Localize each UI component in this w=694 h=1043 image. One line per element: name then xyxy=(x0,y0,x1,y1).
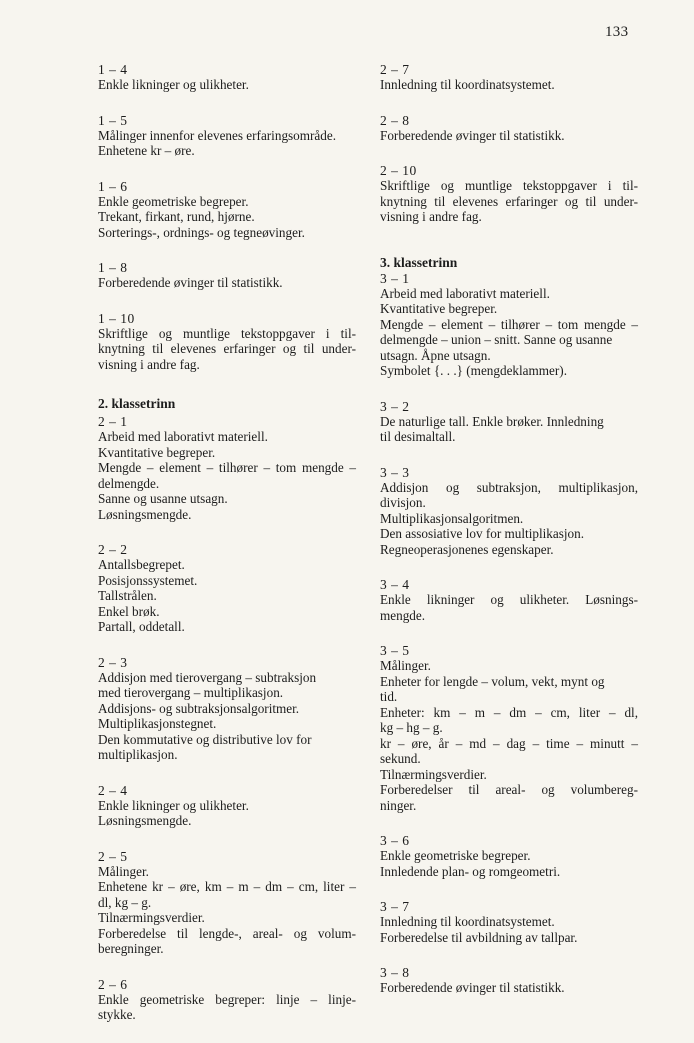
section-line: Skriftlige og muntlige tekstoppgaver i til- xyxy=(380,178,638,193)
section-line: sekund. xyxy=(380,751,421,766)
section-line: divisjon. xyxy=(380,495,426,510)
section-code: 3 – 2 xyxy=(380,398,410,414)
curriculum-section xyxy=(98,62,356,93)
section-code: 2 – 6 xyxy=(98,976,128,992)
curriculum-section xyxy=(98,113,356,159)
section-line: Enhetene kr – øre, km – m – dm – cm, liter – xyxy=(98,879,356,894)
section-line: Enkle geometriske begreper. xyxy=(380,848,531,863)
section-line: Forberedelser til areal- og volumbereg- xyxy=(380,782,638,797)
curriculum-section xyxy=(98,977,356,1023)
section-code: 1 – 4 xyxy=(98,62,128,77)
section-line: Forberedende øvinger til statistikk. xyxy=(380,980,565,995)
curriculum-section xyxy=(380,643,638,813)
section-heading-grade-3: 3. klassetrinn xyxy=(380,254,458,270)
curriculum-section xyxy=(98,542,356,635)
section-code: 2 – 5 xyxy=(98,848,128,864)
curriculum-section xyxy=(380,62,638,93)
section-line: beregninger. xyxy=(98,941,164,956)
section-line: Partall, oddetall. xyxy=(98,619,185,634)
section-line: Innledning til koordinatsystemet. xyxy=(380,77,555,92)
section-line: Forberedende øvinger til statistikk. xyxy=(380,127,565,143)
section-line: med tierovergang – multiplikasjon. xyxy=(98,685,284,700)
page-number: 133 xyxy=(605,24,629,40)
section-line: Målinger. xyxy=(380,658,431,673)
section-line: Tallstrålen. xyxy=(98,588,157,603)
section-line: multiplikasjon. xyxy=(98,747,178,762)
curriculum-section xyxy=(380,113,638,144)
section-code: 2 – 8 xyxy=(380,112,410,128)
section-line: stykke. xyxy=(98,1007,136,1022)
curriculum-section xyxy=(98,783,356,829)
section-line: mengde. xyxy=(380,607,426,623)
section-line: delmengde. xyxy=(98,475,160,491)
section-line: Enkel brøk. xyxy=(98,603,160,619)
curriculum-section xyxy=(380,577,638,623)
section-line: Sanne og usanne utsagn. xyxy=(98,491,228,506)
section-line: Sorterings-, ordnings- og tegneøvinger. xyxy=(98,224,305,240)
section-code: 2 – 7 xyxy=(380,62,410,77)
section-line: Løsningsmengde. xyxy=(98,813,192,828)
section-line: knytning til elevenes erfaringer og til under- xyxy=(98,341,356,356)
curriculum-section xyxy=(98,311,356,373)
section-line: Forberedelse til avbildning av tallpar. xyxy=(380,929,578,945)
section-line: Enheter for lengde – volum, vekt, mynt og xyxy=(380,673,605,689)
section-line: Posisjonssystemet. xyxy=(98,572,198,588)
section-line: Arbeid med laborativt materiell. xyxy=(380,285,550,301)
section-code: 3 – 8 xyxy=(380,965,410,980)
section-line: ninger. xyxy=(380,797,417,813)
section-line: Enhetene kr – øre. xyxy=(98,143,195,158)
section-line: Tilnærmingsverdier. xyxy=(98,910,205,925)
left-sections-bottom xyxy=(98,414,356,1023)
section-line: Arbeid med laborativt materiell. xyxy=(98,429,268,444)
section-line: Antallsbegrepet. xyxy=(98,557,185,572)
section-line: Tilnærmingsverdier. xyxy=(380,766,487,782)
section-line: Mengde – element – tilhører – tom mengde – xyxy=(380,316,638,332)
section-line: Målinger. xyxy=(98,863,149,879)
curriculum-section xyxy=(380,833,638,879)
section-line: utsagn. Åpne utsagn. xyxy=(380,347,491,363)
section-line: Den kommutative og distributive lov for xyxy=(98,731,312,747)
section-code: 3 – 1 xyxy=(380,270,410,286)
section-line: Den assosiative lov for multiplikasjon. xyxy=(380,526,585,541)
section-line: Forberedende øvinger til statistikk. xyxy=(98,275,283,290)
section-line: tid. xyxy=(380,689,398,704)
section-code: 1 – 6 xyxy=(98,178,128,194)
section-code: 3 – 5 xyxy=(380,643,410,658)
section-line: Enheter: km – m – dm – cm, liter – dl, xyxy=(380,704,638,720)
curriculum-section xyxy=(98,179,356,241)
section-code: 2 – 10 xyxy=(380,163,417,178)
section-line: Enkle geometriske begreper. xyxy=(98,193,249,209)
section-line: kr – øre, år – md – dag – time – minutt – xyxy=(380,735,638,751)
section-line: Mengde – element – tilhører – tom mengde – xyxy=(98,460,356,475)
curriculum-section xyxy=(98,414,356,522)
section-line: Multiplikasjonsalgoritmen. xyxy=(380,510,524,526)
section-line: delmengde – union – snitt. Sanne og usanne xyxy=(380,332,613,347)
right-sections-bottom xyxy=(380,271,638,996)
section-line: Regneoperasjonenes egenskaper. xyxy=(380,541,554,557)
section-line: Symbolet {. . .} (mengdeklammer). xyxy=(380,363,567,378)
section-heading-grade-2: 2. klassetrinn xyxy=(98,396,176,411)
section-code: 3 – 7 xyxy=(380,899,410,914)
curriculum-section xyxy=(98,655,356,763)
section-line: knytning til elevenes erfaringer og til under- xyxy=(380,193,638,209)
section-line: visning i andre fag. xyxy=(98,356,200,372)
section-line: Enkle likninger og ulikheter. xyxy=(98,77,249,92)
curriculum-section xyxy=(98,849,356,957)
curriculum-section xyxy=(98,260,356,291)
section-line: dl, kg – g. xyxy=(98,894,152,910)
section-line: Målinger innenfor elevenes erfaringsområde. xyxy=(98,127,337,143)
section-code: 1 – 10 xyxy=(98,310,135,326)
section-line: Addisjon og subtraksjon, multiplikasjon, xyxy=(380,479,638,495)
section-code: 1 – 8 xyxy=(98,260,128,275)
section-line: Løsningsmengde. xyxy=(98,506,192,522)
section-line: kg – hg – g. xyxy=(380,720,443,735)
section-line: visning i andre fag. xyxy=(380,209,482,224)
section-code: 3 – 3 xyxy=(380,464,410,480)
section-line: Addisjons- og subtraksjonsalgoritmer. xyxy=(98,700,300,716)
right-sections-top xyxy=(380,62,638,225)
curriculum-section xyxy=(380,271,638,379)
left-sections-top xyxy=(98,62,356,372)
section-line: Enkle likninger og ulikheter. Løsnings- xyxy=(380,592,638,607)
section-code: 2 – 2 xyxy=(98,542,128,557)
section-line: Forberedelse til lengde-, areal- og volum- xyxy=(98,925,356,941)
section-line: Kvantitative begreper. xyxy=(380,301,498,316)
curriculum-section xyxy=(380,163,638,225)
right-column xyxy=(380,62,638,1016)
section-line: Addisjon med tierovergang – subtraksjon xyxy=(98,669,317,685)
section-code: 3 – 6 xyxy=(380,833,410,848)
curriculum-section xyxy=(380,399,638,445)
section-line: Enkle likninger og ulikheter. xyxy=(98,797,249,813)
section-line: Innledende plan- og romgeometri. xyxy=(380,863,561,879)
section-code: 1 – 5 xyxy=(98,112,128,128)
section-code: 2 – 3 xyxy=(98,654,128,670)
curriculum-section xyxy=(380,965,638,996)
section-line: Trekant, firkant, rund, hjørne. xyxy=(98,209,255,224)
section-line: Enkle geometriske begreper: linje – linje- xyxy=(98,991,356,1007)
section-line: Multiplikasjonstegnet. xyxy=(98,716,217,731)
left-column xyxy=(98,62,356,1043)
section-code: 2 – 1 xyxy=(98,414,128,429)
section-line: Innledning til koordinatsystemet. xyxy=(380,914,555,929)
curriculum-section xyxy=(380,899,638,945)
section-code: 2 – 4 xyxy=(98,782,128,798)
section-line: til desimaltall. xyxy=(380,429,456,444)
curriculum-section xyxy=(380,465,638,558)
section-line: Skriftlige og muntlige tekstoppgaver i til- xyxy=(98,325,356,341)
section-line: Kvantitative begreper. xyxy=(98,444,216,460)
section-line: De naturlige tall. Enkle brøker. Innledning xyxy=(380,413,604,429)
section-code: 3 – 4 xyxy=(380,577,410,592)
